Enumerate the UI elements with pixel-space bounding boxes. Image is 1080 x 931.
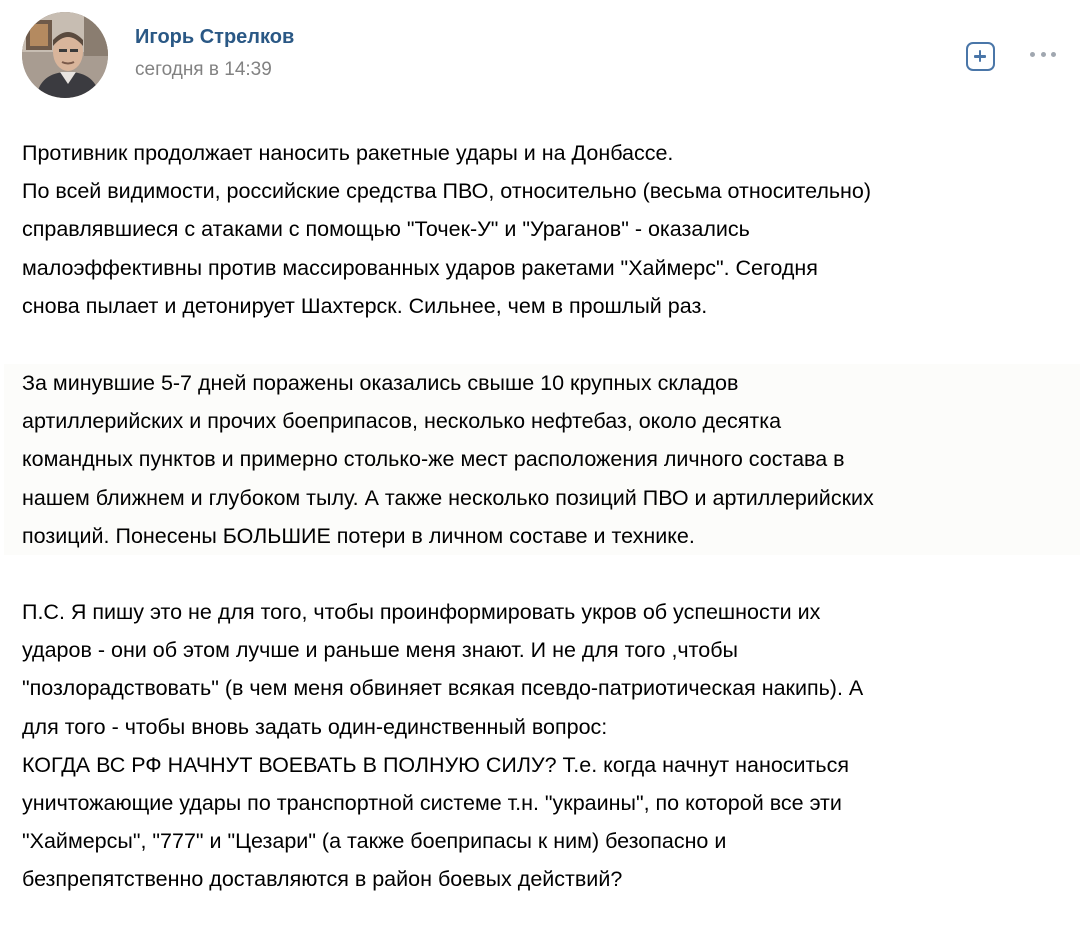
text-line: справлявшиеся с атаками с помощью "Точек-У" и "Ураганов" - оказались	[22, 217, 750, 242]
text-line: По всей видимости, российские средства ПВО, относительно (весьма относительно)	[22, 179, 872, 204]
text-line: уничтожающие удары по транспортной системе т.н. "украины", по которой все эти	[22, 791, 842, 816]
text-line: КОГДА ВС РФ НАЧНУТ ВОЕВАТЬ В ПОЛНУЮ СИЛУ? Т.е. когда начнут наноситься	[22, 752, 849, 777]
text-line: П.С. Я пишу это не для того, чтобы проинформировать укров об успешности их	[22, 600, 821, 624]
text-line: для того - чтобы вновь задать один-единственный вопрос:	[22, 714, 608, 739]
post-paragraph-1	[22, 134, 1072, 325]
text-line: Противник продолжает наносить ракетные удары и на Донбассе.	[22, 141, 674, 165]
author-name[interactable]: Игорь Стрелков	[135, 26, 295, 48]
text-line: За минувшие 5-7 дней поражены оказались свыше 10 крупных складов	[22, 371, 739, 395]
post-paragraph-2	[4, 364, 1080, 555]
more-horizontal-icon[interactable]	[1028, 50, 1058, 60]
text-line: нашем ближнем и глубоком тылу. А также несколько позиций ПВО и артиллерийских	[22, 485, 874, 510]
post-paragraph-3	[22, 593, 1072, 899]
avatar[interactable]	[22, 12, 108, 98]
text-line: командных пунктов и примерно столько-же мест расположения личного состава в	[22, 447, 845, 472]
text-line: снова пылает и детонирует Шахтерск. Сильнее, чем в прошлый раз.	[22, 293, 708, 318]
post-header	[22, 12, 1062, 100]
text-line: артиллерийских и прочих боеприпасов, несколько нефтебаз, около десятка	[22, 409, 782, 434]
text-line: ударов - они об этом лучше и раньше меня знают. И не для того ,чтобы	[22, 638, 738, 663]
plus-square-icon[interactable]	[966, 42, 995, 71]
avatar-photo	[22, 12, 108, 98]
post-time[interactable]: сегодня в 14:39	[135, 59, 272, 80]
text-line: позиций. Понесены БОЛЬШИЕ потери в личном составе и технике.	[22, 523, 695, 548]
text-line: "позлорадствовать" (в чем меня обвиняет всякая псевдо-патриотическая накипь). А	[22, 676, 864, 701]
text-line: малоэффективны против массированных ударов ракетами "Хаймерс". Сегодня	[22, 255, 818, 280]
text-line: "Хаймерсы", "777" и "Цезари" (а также боеприпасы к ним) безопасно и	[22, 829, 727, 854]
text-line: безпрепятственно доставляются в район боевых действий?	[22, 867, 623, 892]
